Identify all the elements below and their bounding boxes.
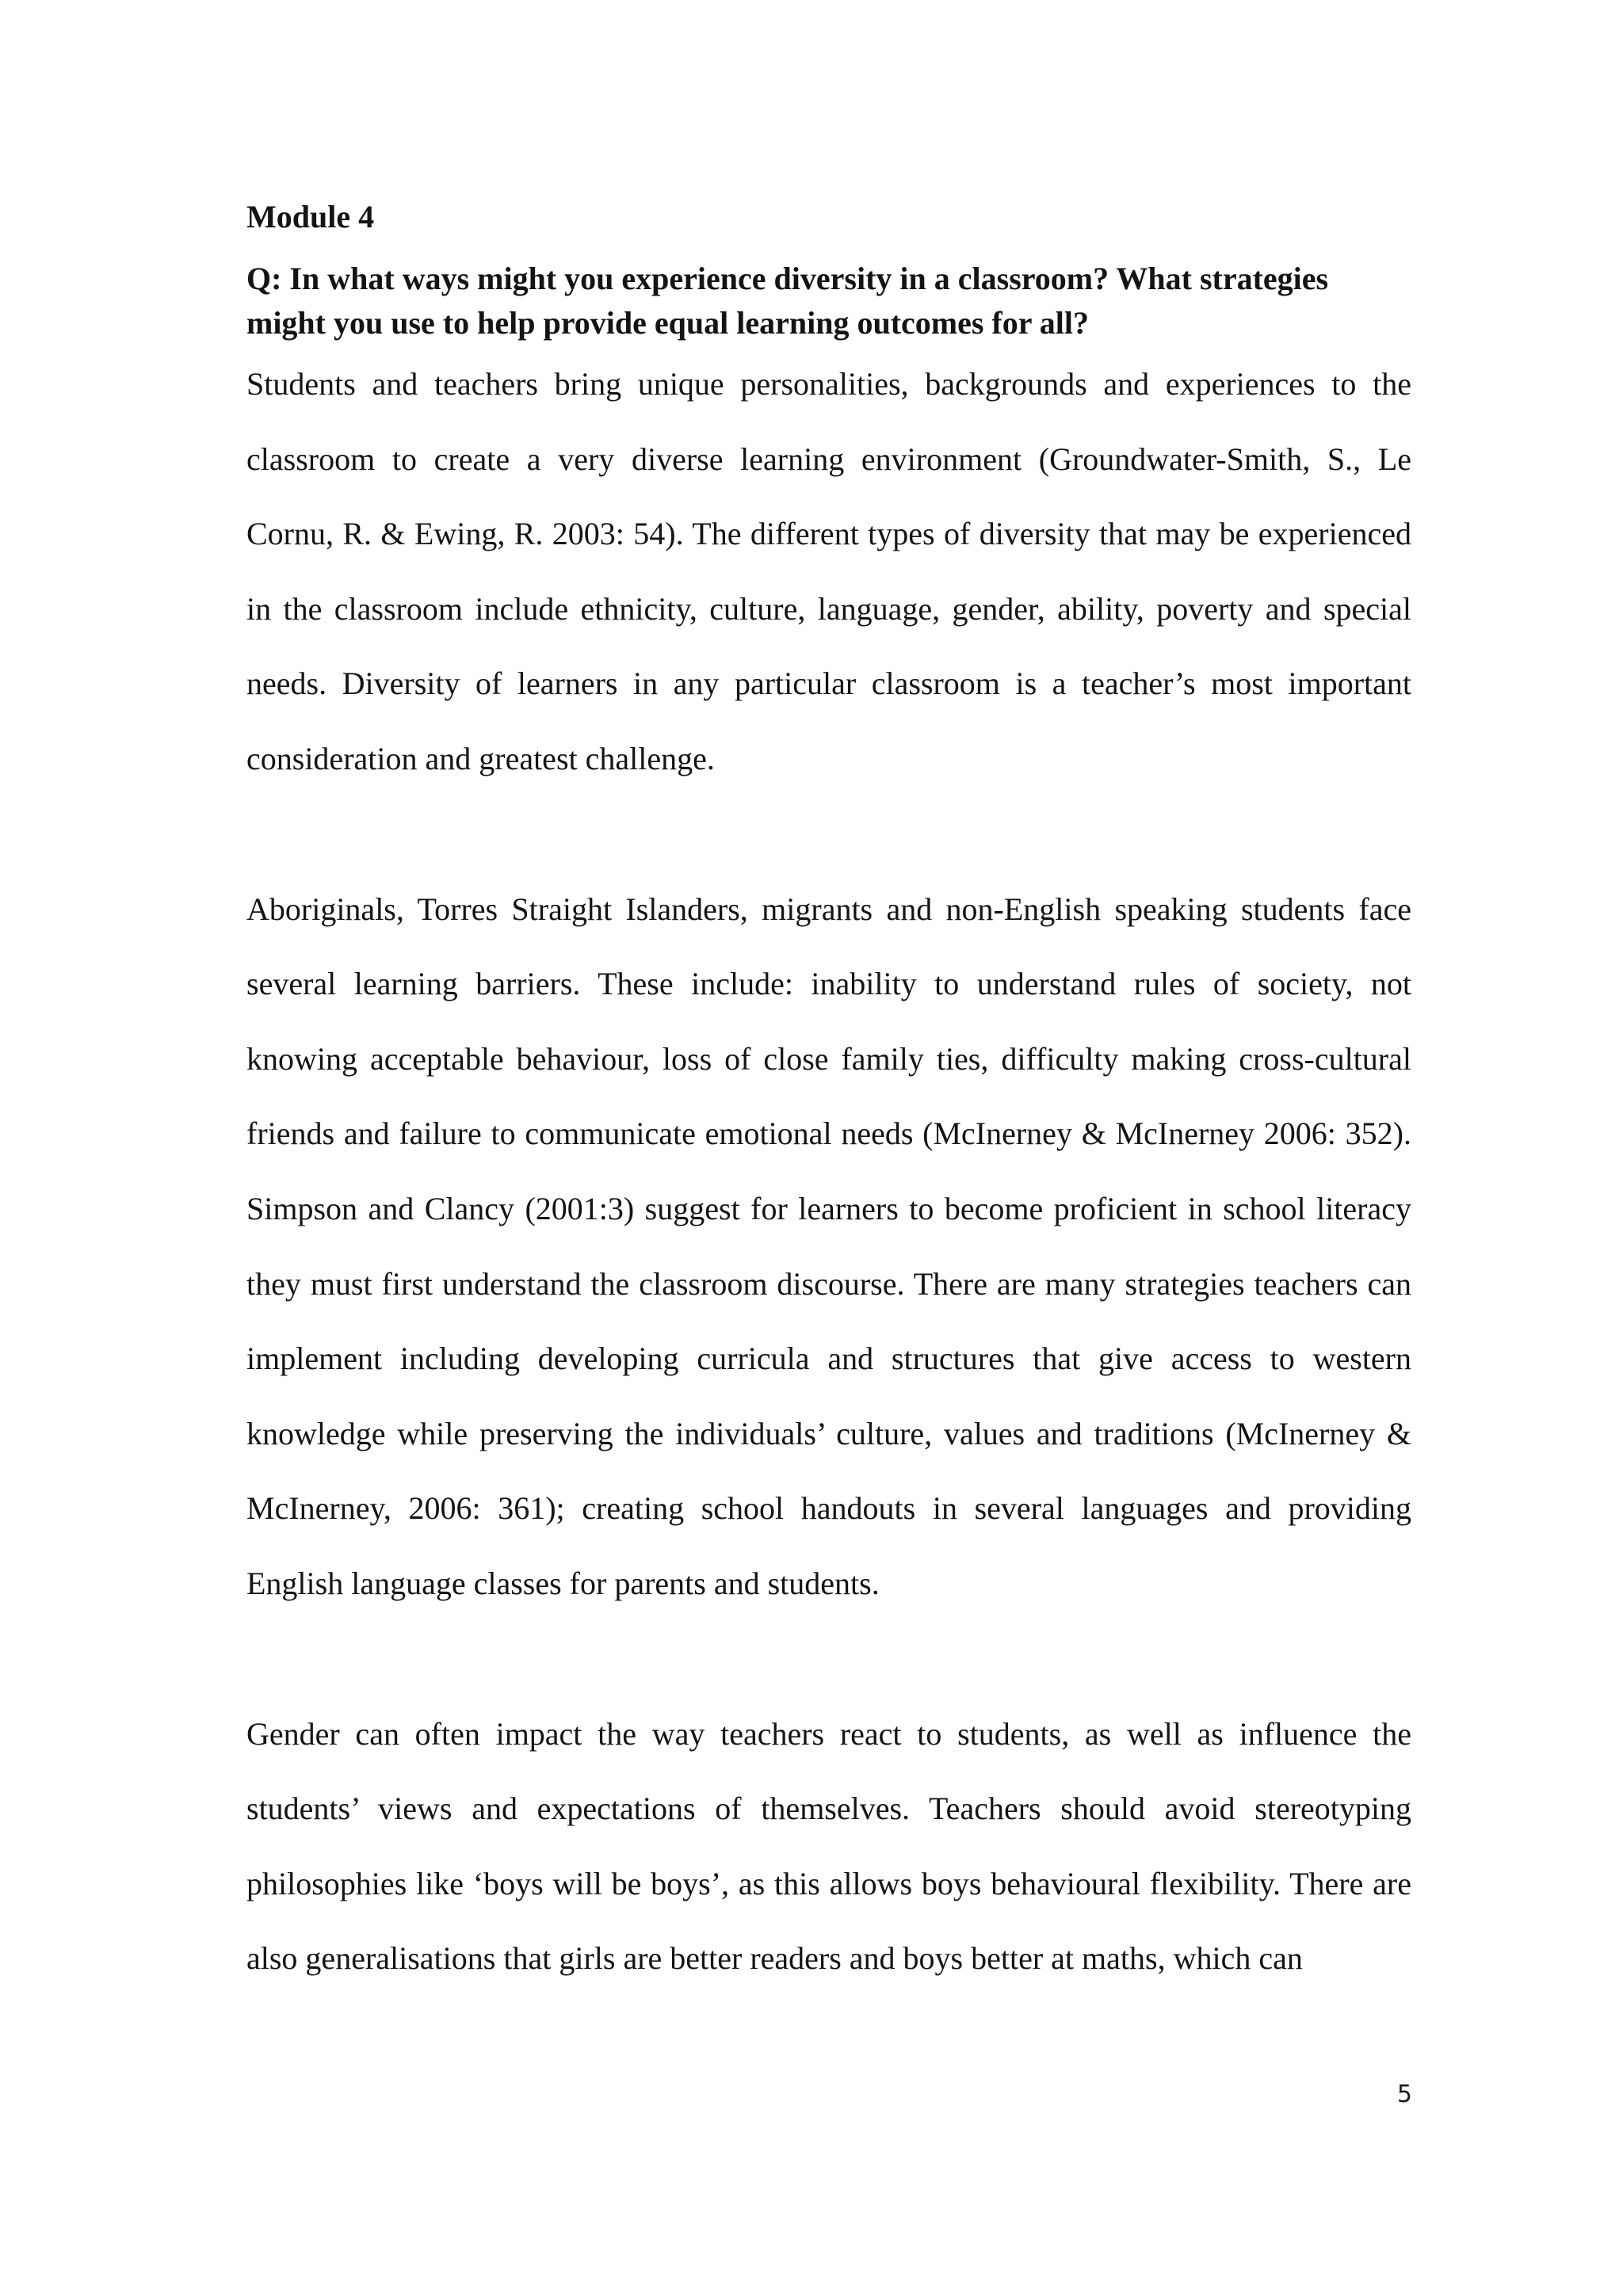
module-heading: Module 4 (246, 199, 375, 235)
paragraph-gender: Gender can often impact the way teachers react to students, as well as influence the students’ views and expectations of themselves. Teachers should avoid stereotyping philosophies like ‘boys will be boys’, as this allows boys behavioural flexibility. There are also generalisations that girls are better readers and boys better at maths, which can (246, 1715, 1411, 1977)
paragraph-diversity-intro: Students and teachers bring unique personalities, backgrounds and experiences to the classroom to create a very diverse learning environment (Groundwater-Smith, S., Le Cornu, R. & Ewing, R. 2003: 54). The different types of diversity that may be experienced in the classroom include ethnicity, culture, language, gender, ability, poverty and special needs. Diversity of learners in any particular classroom is a teacher’s most important consideration and greatest challenge. (246, 366, 1411, 776)
page-number: 5 (1396, 2081, 1412, 2108)
page-content (246, 190, 1411, 1997)
paragraph-cultural-barriers: Aboriginals, Torres Straight Islanders, migrants and non-English speaking students face several learning barriers. These include: inability to understand rules of society, not knowing acceptable behaviour, loss of close family ties, difficulty making cross-cultural friends and failure to communicate emotional needs (McInerney & McInerney 2006: 352). Simpson and Clancy (2001:3) suggest for learners to become proficient in school literacy they must first understand the classroom discourse. There are many strategies teachers can implement including developing curricula and structures that give access to western knowledge while preserving the individuals’ culture, values and traditions (McInerney & McInerney, 2006: 361); creating school handouts in several languages and providing English language classes for parents and students. (246, 891, 1411, 1601)
question-heading: Q: In what ways might you experience diversity in a classroom? What strategies might you use to help provide equal learning outcomes for all? (246, 261, 1329, 341)
